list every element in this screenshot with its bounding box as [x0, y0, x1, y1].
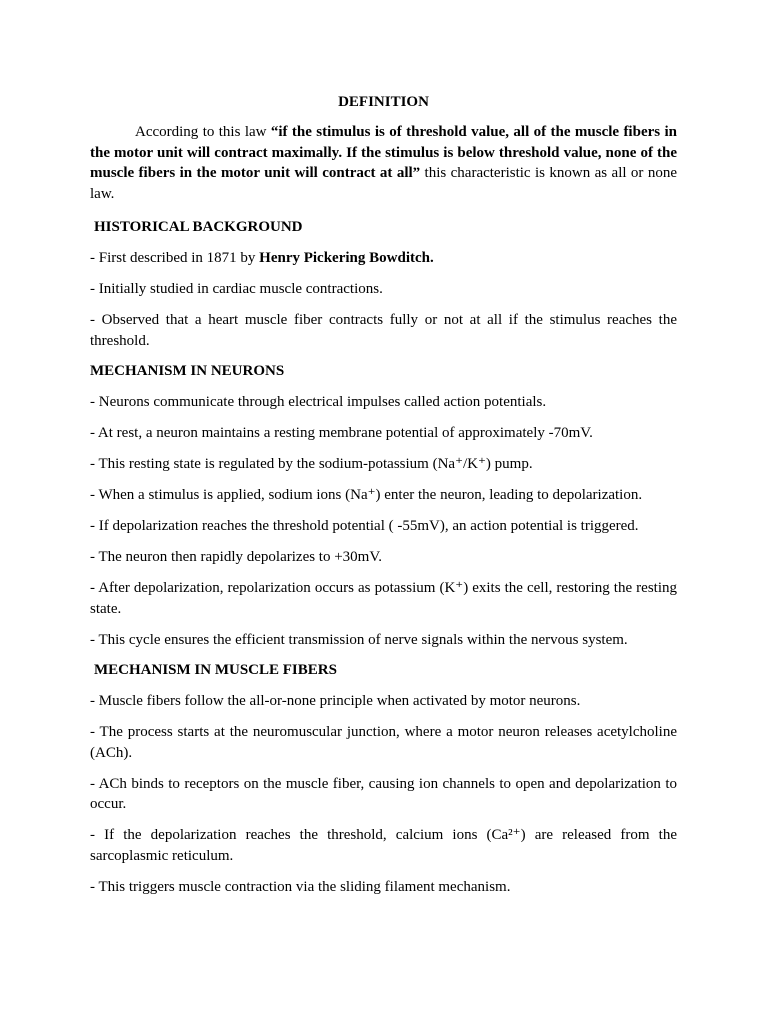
muscle-item: - This triggers muscle contraction via the sliding filament mechanism. [90, 878, 511, 895]
muscle-item: - The process starts at the neuromuscular junction, where a motor neuron releases acetylcholine (ACh). [90, 724, 677, 761]
historical-item [90, 248, 677, 269]
neurons-item: - The neuron then rapidly depolarizes to +30mV. [90, 549, 383, 565]
historical-item-prefix: - First described in 1871 by [90, 250, 260, 266]
neurons-item: - This cycle ensures the efficient transmission of nerve signals within the nervous system. [90, 631, 628, 648]
neurons-item: - If depolarization reaches the threshold potential ( -55mV), an action potential is triggered. [90, 518, 639, 534]
historical-item: - Observed that a heart muscle fiber contracts fully or not at all if the stimulus reaches the threshold. [90, 312, 677, 349]
muscle-item: - If the depolarization reaches the threshold, calcium ions (Ca²⁺) are released from the sarcoplasmic reticulum. [90, 827, 677, 864]
neurons-item: - This resting state is regulated by the sodium-potassium (Na⁺/K⁺) pump. [90, 456, 533, 472]
muscle-item: - ACh binds to receptors on the muscle fiber, causing ion channels to open and depolarization to occur. [90, 775, 677, 812]
definition-intro-prefix: According to this law [135, 124, 271, 140]
neurons-heading: MECHANISM IN NEURONS [90, 363, 285, 379]
neurons-item: - When a stimulus is applied, sodium ions (Na⁺) enter the neuron, leading to depolarization. [90, 487, 643, 503]
document-body [90, 92, 677, 908]
historical-item: - Initially studied in cardiac muscle contractions. [90, 281, 383, 297]
neurons-item: - After depolarization, repolarization occurs as potassium (K⁺) exits the cell, restoring the resting state. [90, 580, 677, 617]
neurons-item: - Neurons communicate through electrical impulses called action potentials. [90, 394, 547, 410]
historical-person-name: Henry Pickering Bowditch. [259, 250, 434, 266]
definition-title: DEFINITION [338, 94, 429, 110]
definition-law-quote: “if the stimulus is of threshold value, all of the muscle fibers in the motor unit will contract maximally. If the stimulus is below threshold value, none of the muscle fibers in the motor unit will contract at all” [90, 124, 677, 181]
neurons-item: - At rest, a neuron maintains a resting membrane potential of approximately -70mV. [90, 425, 593, 441]
muscle-heading: MECHANISM IN MUSCLE FIBERS [94, 662, 337, 678]
definition-paragraph [90, 122, 677, 204]
muscle-item: - Muscle fibers follow the all-or-none principle when activated by motor neurons. [90, 693, 581, 709]
definition-intro-suffix: this characteristic is known as all or none law. [90, 165, 677, 202]
historical-heading: HISTORICAL BACKGROUND [94, 219, 303, 235]
